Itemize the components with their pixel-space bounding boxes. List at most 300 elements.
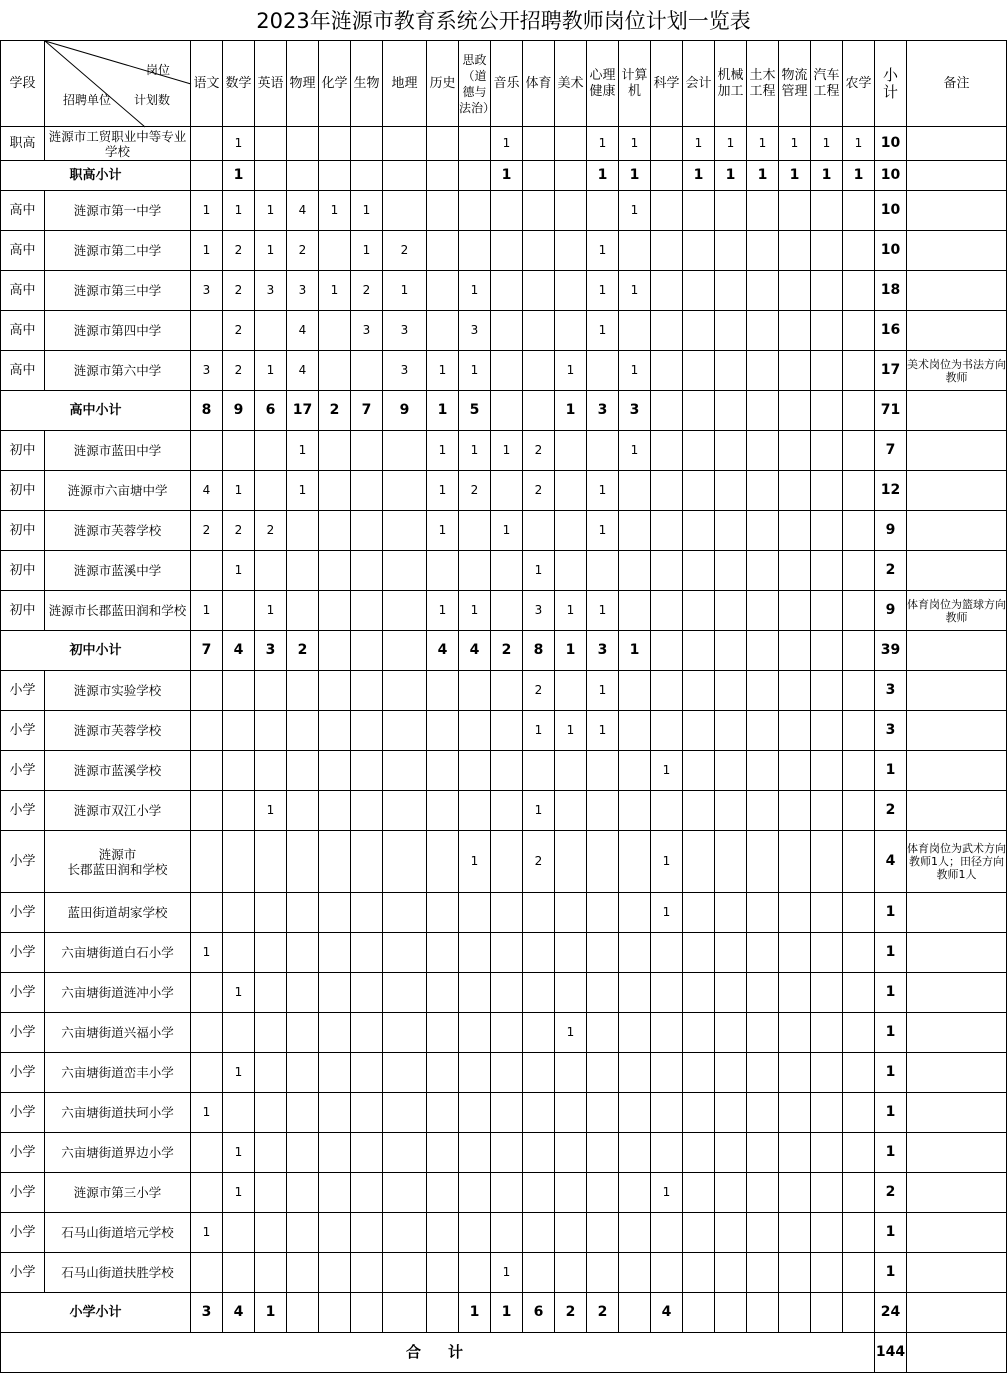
count-cell xyxy=(651,161,683,191)
count-cell xyxy=(811,1213,843,1253)
count-cell xyxy=(683,471,715,511)
count-cell xyxy=(319,973,351,1013)
count-cell xyxy=(715,551,747,591)
count-cell xyxy=(427,791,459,831)
table-row xyxy=(1,551,1007,591)
count-cell: 1 xyxy=(223,1053,255,1093)
count-cell xyxy=(287,671,319,711)
count-cell xyxy=(779,311,811,351)
stage-cell: 小学 xyxy=(1,1093,45,1133)
count-cell xyxy=(287,791,319,831)
count-cell xyxy=(191,431,223,471)
count-cell xyxy=(223,671,255,711)
count-cell xyxy=(287,511,319,551)
count-cell: 6 xyxy=(255,391,287,431)
count-cell xyxy=(223,1253,255,1293)
count-cell xyxy=(587,1053,619,1093)
count-cell xyxy=(715,1293,747,1333)
note-cell xyxy=(907,271,1007,311)
stage-cell: 小学 xyxy=(1,1053,45,1093)
count-cell xyxy=(779,711,811,751)
school-cell: 涟源市芙蓉学校 xyxy=(45,711,191,751)
count-cell: 1 xyxy=(779,127,811,161)
count-cell: 8 xyxy=(191,391,223,431)
count-cell xyxy=(747,1093,779,1133)
count-cell xyxy=(427,231,459,271)
count-cell xyxy=(555,1133,587,1173)
count-cell: 5 xyxy=(459,391,491,431)
count-cell xyxy=(427,1213,459,1253)
count-cell xyxy=(459,127,491,161)
count-cell xyxy=(287,127,319,161)
count-cell: 1 xyxy=(191,231,223,271)
count-cell xyxy=(683,591,715,631)
count-cell xyxy=(287,1213,319,1253)
row-total: 1 xyxy=(875,1253,907,1293)
stage-cell: 小学 xyxy=(1,933,45,973)
count-cell xyxy=(619,1133,651,1173)
count-cell xyxy=(843,1133,875,1173)
count-cell xyxy=(619,591,651,631)
count-cell: 2 xyxy=(383,231,427,271)
row-total: 10 xyxy=(875,127,907,161)
count-cell xyxy=(319,671,351,711)
count-cell: 1 xyxy=(223,471,255,511)
count-cell: 1 xyxy=(555,591,587,631)
count-cell xyxy=(555,751,587,791)
count-cell xyxy=(619,831,651,893)
count-cell xyxy=(779,231,811,271)
count-cell xyxy=(683,511,715,551)
count-cell xyxy=(427,1253,459,1293)
school-cell: 涟源市蓝溪中学 xyxy=(45,551,191,591)
count-cell xyxy=(319,791,351,831)
table-row xyxy=(1,1253,1007,1293)
count-cell xyxy=(491,1133,523,1173)
count-cell xyxy=(587,751,619,791)
count-cell xyxy=(319,161,351,191)
count-cell xyxy=(715,351,747,391)
count-cell xyxy=(459,1013,491,1053)
note-cell xyxy=(907,631,1007,671)
count-cell xyxy=(427,893,459,933)
count-cell: 1 xyxy=(843,161,875,191)
count-cell xyxy=(747,831,779,893)
count-cell xyxy=(255,471,287,511)
count-cell xyxy=(619,671,651,711)
grand-total-row xyxy=(1,1333,1007,1373)
count-cell xyxy=(491,973,523,1013)
count-cell xyxy=(683,551,715,591)
note-cell xyxy=(907,127,1007,161)
count-cell xyxy=(843,1053,875,1093)
count-cell xyxy=(811,191,843,231)
count-cell xyxy=(683,1253,715,1293)
count-cell xyxy=(555,1053,587,1093)
count-cell xyxy=(715,511,747,551)
row-total: 2 xyxy=(875,1173,907,1213)
count-cell xyxy=(843,933,875,973)
stage-cell: 小学 xyxy=(1,751,45,791)
table-row xyxy=(1,831,1007,893)
count-cell: 1 xyxy=(619,271,651,311)
count-cell xyxy=(383,711,427,751)
count-cell xyxy=(491,271,523,311)
count-cell xyxy=(715,431,747,471)
count-cell: 1 xyxy=(255,351,287,391)
count-cell: 1 xyxy=(843,127,875,161)
count-cell xyxy=(747,551,779,591)
count-cell xyxy=(491,671,523,711)
count-cell: 1 xyxy=(255,191,287,231)
count-cell xyxy=(319,231,351,271)
count-cell xyxy=(319,751,351,791)
count-cell: 1 xyxy=(587,511,619,551)
count-cell xyxy=(843,391,875,431)
stage-cell: 高中 xyxy=(1,191,45,231)
header-subject: 地理 xyxy=(383,41,427,127)
count-cell xyxy=(491,893,523,933)
grand-total-value: 144 xyxy=(875,1333,907,1373)
school-cell: 涟源市长郡蓝田润和学校 xyxy=(45,591,191,631)
stage-cell: 小学 xyxy=(1,791,45,831)
count-cell xyxy=(255,1013,287,1053)
count-cell xyxy=(651,431,683,471)
count-cell xyxy=(683,711,715,751)
count-cell xyxy=(587,1093,619,1133)
subtotal-label: 初中小计 xyxy=(1,631,191,671)
count-cell xyxy=(715,893,747,933)
note-cell xyxy=(907,1053,1007,1093)
count-cell xyxy=(619,1253,651,1293)
count-cell xyxy=(683,191,715,231)
count-cell: 1 xyxy=(587,711,619,751)
count-cell xyxy=(843,1013,875,1053)
count-cell xyxy=(683,231,715,271)
row-total: 1 xyxy=(875,973,907,1013)
count-cell xyxy=(491,311,523,351)
count-cell xyxy=(191,311,223,351)
count-cell xyxy=(491,1013,523,1053)
count-cell xyxy=(619,231,651,271)
count-cell: 1 xyxy=(619,431,651,471)
count-cell xyxy=(779,391,811,431)
count-cell xyxy=(651,231,683,271)
count-cell xyxy=(555,311,587,351)
count-cell xyxy=(223,751,255,791)
count-cell xyxy=(843,1213,875,1253)
count-cell xyxy=(747,391,779,431)
count-cell: 2 xyxy=(459,471,491,511)
count-cell xyxy=(811,711,843,751)
count-cell xyxy=(811,231,843,271)
corner-diagonal-lines xyxy=(45,41,191,127)
count-cell xyxy=(715,1093,747,1133)
count-cell xyxy=(351,511,383,551)
note-cell xyxy=(907,791,1007,831)
count-cell xyxy=(351,831,383,893)
count-cell xyxy=(651,191,683,231)
count-cell: 3 xyxy=(255,271,287,311)
count-cell xyxy=(523,1173,555,1213)
count-cell xyxy=(191,1013,223,1053)
count-cell: 1 xyxy=(555,631,587,671)
count-cell xyxy=(287,973,319,1013)
count-cell xyxy=(319,1253,351,1293)
count-cell: 1 xyxy=(555,1013,587,1053)
count-cell: 1 xyxy=(223,973,255,1013)
count-cell xyxy=(555,831,587,893)
count-cell xyxy=(523,271,555,311)
count-cell xyxy=(191,831,223,893)
count-cell xyxy=(287,1293,319,1333)
count-cell: 7 xyxy=(351,391,383,431)
count-cell xyxy=(287,711,319,751)
table-row xyxy=(1,271,1007,311)
count-cell: 3 xyxy=(191,351,223,391)
count-cell xyxy=(383,591,427,631)
count-cell: 3 xyxy=(351,311,383,351)
count-cell: 1 xyxy=(459,1293,491,1333)
count-cell xyxy=(811,1093,843,1133)
grand-total-note xyxy=(907,1333,1007,1373)
count-cell: 1 xyxy=(351,191,383,231)
note-cell xyxy=(907,161,1007,191)
table-row xyxy=(1,1053,1007,1093)
header-subtotal: 小计 xyxy=(875,41,907,127)
count-cell: 9 xyxy=(223,391,255,431)
count-cell xyxy=(747,791,779,831)
school-cell: 涟源市蓝田中学 xyxy=(45,431,191,471)
count-cell xyxy=(523,1053,555,1093)
count-cell xyxy=(191,893,223,933)
count-cell xyxy=(255,933,287,973)
count-cell xyxy=(191,711,223,751)
count-cell xyxy=(351,791,383,831)
table-row xyxy=(1,1133,1007,1173)
count-cell xyxy=(811,551,843,591)
count-cell xyxy=(843,671,875,711)
count-cell xyxy=(319,1093,351,1133)
count-cell xyxy=(523,1013,555,1053)
count-cell xyxy=(427,1133,459,1173)
row-total: 3 xyxy=(875,711,907,751)
count-cell: 3 xyxy=(383,351,427,391)
count-cell xyxy=(619,933,651,973)
count-cell: 1 xyxy=(619,127,651,161)
count-cell xyxy=(619,791,651,831)
count-cell xyxy=(383,671,427,711)
row-total: 1 xyxy=(875,1093,907,1133)
count-cell xyxy=(191,973,223,1013)
count-cell xyxy=(555,1173,587,1213)
count-cell xyxy=(843,231,875,271)
count-cell xyxy=(351,161,383,191)
count-cell: 1 xyxy=(255,591,287,631)
count-cell xyxy=(747,271,779,311)
count-cell xyxy=(683,1293,715,1333)
count-cell xyxy=(383,1053,427,1093)
count-cell: 1 xyxy=(427,351,459,391)
row-total: 12 xyxy=(875,471,907,511)
count-cell xyxy=(619,511,651,551)
count-cell xyxy=(523,351,555,391)
count-cell xyxy=(555,551,587,591)
count-cell xyxy=(747,311,779,351)
count-cell xyxy=(811,591,843,631)
count-cell: 1 xyxy=(191,1093,223,1133)
count-cell xyxy=(255,1213,287,1253)
count-cell xyxy=(523,933,555,973)
count-cell: 1 xyxy=(683,127,715,161)
count-cell xyxy=(747,1173,779,1213)
count-cell xyxy=(715,311,747,351)
count-cell xyxy=(255,1253,287,1293)
count-cell: 1 xyxy=(459,591,491,631)
header-subject: 物理 xyxy=(287,41,319,127)
note-cell xyxy=(907,1093,1007,1133)
subtotal-row xyxy=(1,161,1007,191)
count-cell xyxy=(651,127,683,161)
row-total: 4 xyxy=(875,831,907,893)
count-cell xyxy=(811,511,843,551)
count-cell xyxy=(191,1133,223,1173)
row-total: 3 xyxy=(875,671,907,711)
count-cell xyxy=(811,1133,843,1173)
count-cell xyxy=(715,1053,747,1093)
count-cell xyxy=(747,431,779,471)
count-cell xyxy=(383,127,427,161)
count-cell xyxy=(555,791,587,831)
count-cell: 1 xyxy=(191,591,223,631)
count-cell: 1 xyxy=(651,751,683,791)
count-cell xyxy=(351,1093,383,1133)
subtotal-row xyxy=(1,631,1007,671)
school-cell: 涟源市第六中学 xyxy=(45,351,191,391)
row-total: 2 xyxy=(875,791,907,831)
count-cell xyxy=(255,711,287,751)
count-cell xyxy=(555,271,587,311)
count-cell xyxy=(779,893,811,933)
count-cell: 4 xyxy=(287,311,319,351)
count-cell xyxy=(843,751,875,791)
note-cell xyxy=(907,711,1007,751)
count-cell xyxy=(523,1093,555,1133)
row-total: 7 xyxy=(875,431,907,471)
count-cell: 2 xyxy=(223,271,255,311)
count-cell xyxy=(811,271,843,311)
count-cell xyxy=(427,551,459,591)
count-cell xyxy=(683,1133,715,1173)
count-cell xyxy=(651,551,683,591)
count-cell xyxy=(319,127,351,161)
count-cell xyxy=(383,1133,427,1173)
count-cell xyxy=(523,893,555,933)
count-cell xyxy=(843,631,875,671)
count-cell xyxy=(383,1253,427,1293)
count-cell xyxy=(843,431,875,471)
count-cell xyxy=(523,311,555,351)
count-cell xyxy=(651,271,683,311)
header-subject: 科学 xyxy=(651,41,683,127)
count-cell: 1 xyxy=(587,127,619,161)
stage-cell: 小学 xyxy=(1,1173,45,1213)
count-cell xyxy=(287,1253,319,1293)
count-cell xyxy=(523,161,555,191)
row-total: 9 xyxy=(875,511,907,551)
count-cell xyxy=(459,973,491,1013)
count-cell xyxy=(191,671,223,711)
count-cell xyxy=(779,751,811,791)
count-cell: 3 xyxy=(587,391,619,431)
stage-cell: 高中 xyxy=(1,271,45,311)
count-cell: 1 xyxy=(491,161,523,191)
count-cell xyxy=(491,591,523,631)
count-cell xyxy=(683,391,715,431)
count-cell: 2 xyxy=(223,311,255,351)
count-cell xyxy=(523,231,555,271)
count-cell xyxy=(459,551,491,591)
header-subject: 农学 xyxy=(843,41,875,127)
count-cell xyxy=(779,1053,811,1093)
count-cell xyxy=(491,711,523,751)
stage-cell: 小学 xyxy=(1,671,45,711)
count-cell: 2 xyxy=(523,831,555,893)
count-cell xyxy=(843,711,875,751)
count-cell xyxy=(491,391,523,431)
count-cell xyxy=(779,471,811,511)
count-cell xyxy=(587,1213,619,1253)
count-cell xyxy=(351,1213,383,1253)
note-cell xyxy=(907,1173,1007,1213)
count-cell: 2 xyxy=(523,431,555,471)
count-cell xyxy=(383,791,427,831)
count-cell xyxy=(427,711,459,751)
count-cell: 1 xyxy=(223,1173,255,1213)
count-cell xyxy=(747,231,779,271)
count-cell xyxy=(523,1253,555,1293)
count-cell: 1 xyxy=(255,1293,287,1333)
school-cell: 六亩塘街道扶珂小学 xyxy=(45,1093,191,1133)
grand-total-label: 合 计 xyxy=(1,1333,875,1373)
count-cell xyxy=(191,161,223,191)
table-row xyxy=(1,311,1007,351)
count-cell xyxy=(255,893,287,933)
count-cell xyxy=(223,893,255,933)
count-cell xyxy=(587,1013,619,1053)
count-cell xyxy=(683,351,715,391)
count-cell xyxy=(287,893,319,933)
count-cell: 1 xyxy=(459,271,491,311)
count-cell xyxy=(287,591,319,631)
note-cell: 体育岗位为篮球方向教师 xyxy=(907,591,1007,631)
count-cell xyxy=(779,1173,811,1213)
header-subject: 数学 xyxy=(223,41,255,127)
count-cell xyxy=(555,1253,587,1293)
count-cell xyxy=(587,973,619,1013)
count-cell xyxy=(555,1213,587,1253)
count-cell xyxy=(555,127,587,161)
count-cell xyxy=(683,311,715,351)
count-cell: 1 xyxy=(427,511,459,551)
count-cell: 2 xyxy=(191,511,223,551)
count-cell xyxy=(779,431,811,471)
count-cell xyxy=(811,1253,843,1293)
note-cell xyxy=(907,551,1007,591)
count-cell xyxy=(619,711,651,751)
count-cell xyxy=(555,933,587,973)
count-cell xyxy=(255,1133,287,1173)
